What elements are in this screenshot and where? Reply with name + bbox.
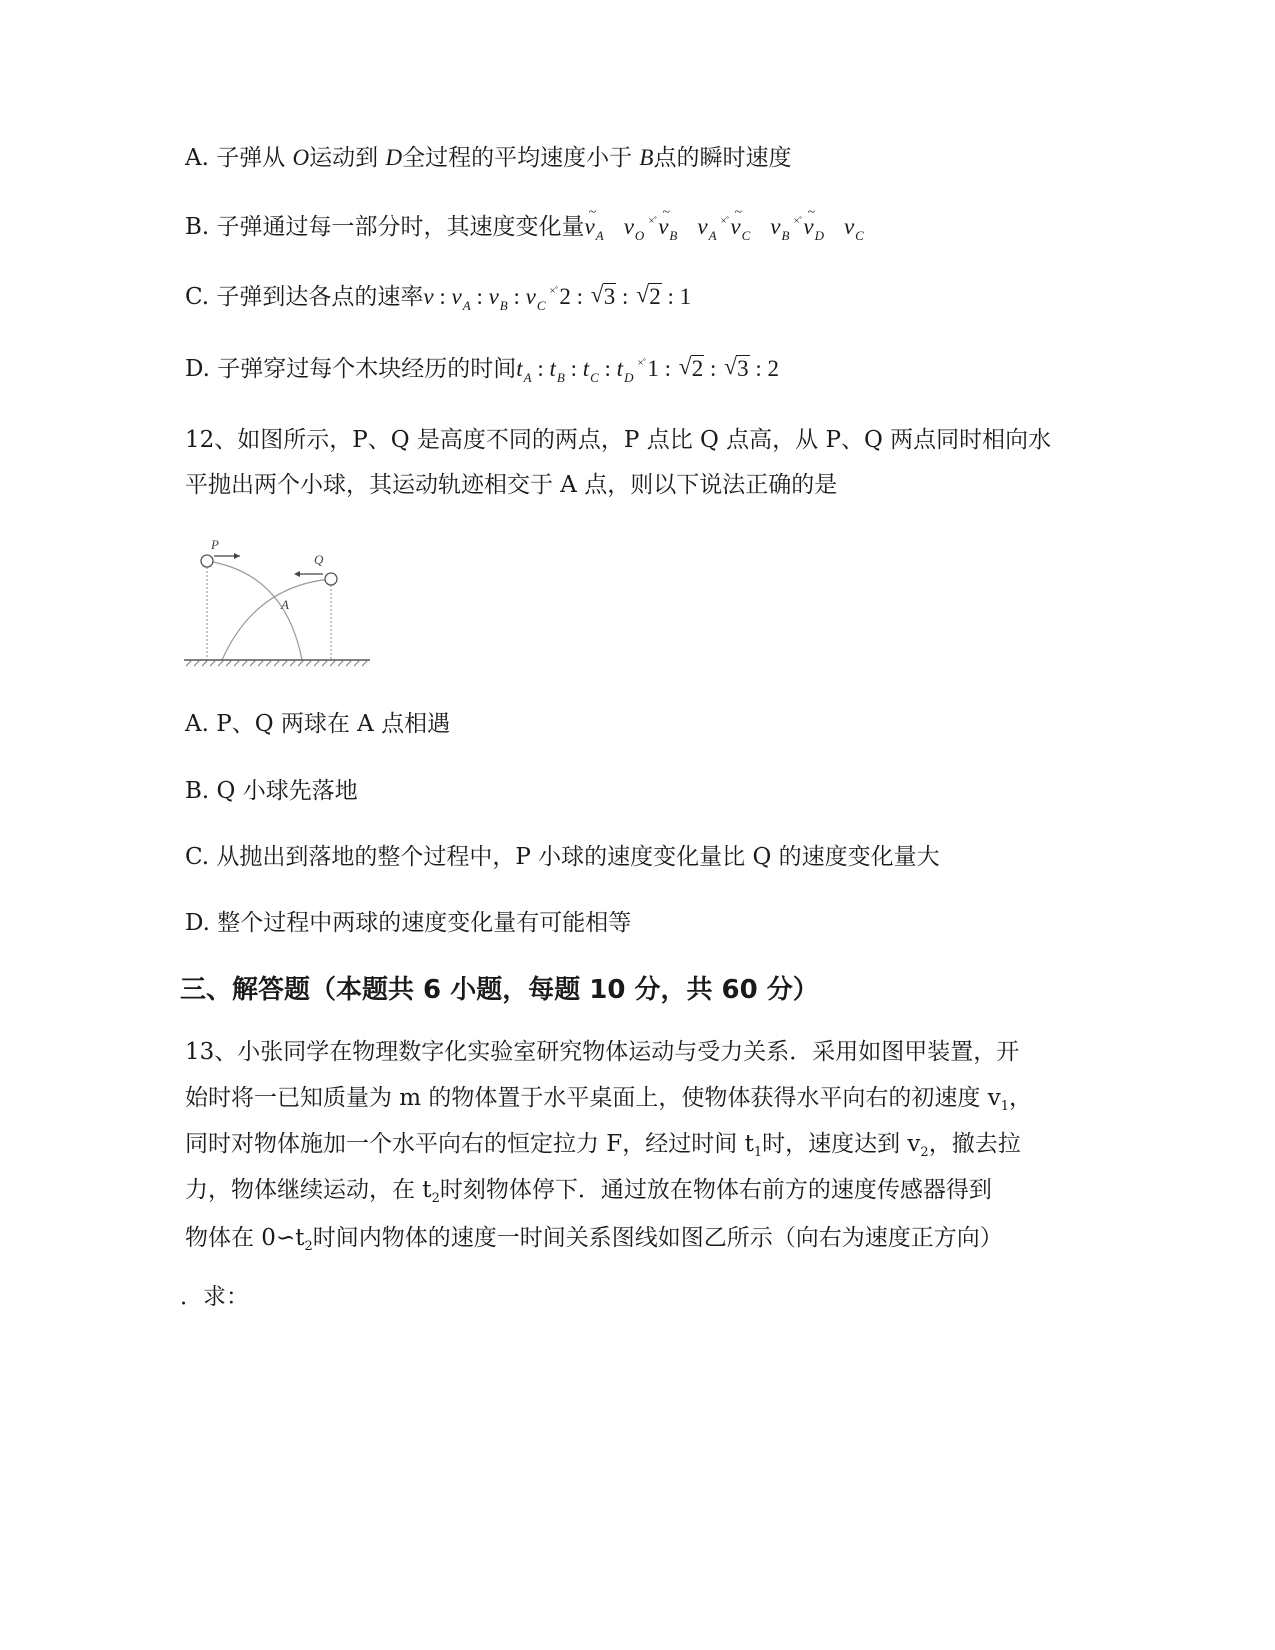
q11-option-b[interactable] [185,212,864,246]
q12-stem-line-1: 12、如图所示，P、Q 是高度不同的两点，P 点比 Q 点高，从 P、Q 两点同时相向水 [185,427,1052,453]
q-label: Q [314,552,324,567]
option-text: 点的瞬时速度 [653,145,792,171]
option-text: D. 子弹穿过每个木块经历的时间 [185,356,517,382]
ground-hatching [186,660,368,666]
q13-line-1: 13、小张同学在物理数字化实验室研究物体运动与受力关系．采用如图甲装置，开 [185,1039,1020,1065]
p-ball [201,555,213,567]
option-text: A. 子弹从 [185,145,293,171]
q13-line-5: 物体在 $0∽t_2$时间内物体的速度一时间关系图线如图乙所示（向右为速度正方向） [185,1225,1003,1254]
q-trajectory [222,579,331,660]
q13-line-2: 始时将一已知质量为 m 的物体置于水平桌面上，使物体获得水平向右的初速度 $v_1$， [185,1085,1033,1114]
option-text: 全过程的平均速度小于 [402,145,640,171]
q12-option-c[interactable]: C. 从抛出到落地的整个过程中，P 小球的速度变化量比 Q 的速度变化量大 [185,844,940,870]
section-heading: 三、解答题（本题共 6 小题，每题 10 分，共 60 分） [180,975,819,1005]
a-label: A [281,597,289,612]
time-ratio-formula: $t_A$ : $t_B$ : $t_C$ : $t_D^{\times˚}1$ : √ 2 : √ 3 : 2 [516,356,779,381]
p-label: P [211,538,219,552]
q12-option-a[interactable]: A. P、Q 两球在 A 点相遇 [185,711,451,737]
option-text: 运动到 [309,145,386,171]
q13-line-3: 同时对物体施加一个水平向右的恒定拉力 F，经过时间 $t_1$时，速度达到 $v_2$，撤去拉 [185,1131,1021,1160]
q11-option-d[interactable] [185,354,779,388]
point-o-label: O [292,145,310,170]
q12-stem-line-2: 平抛出两个小球，其运动轨迹相交于 A 点，则以下说法正确的是 [185,472,838,498]
point-d-label: D [385,145,403,170]
option-text: C. 子弹到达各点的速率 [185,284,424,310]
velocity-change-formula: v $\sim_A$ $v_O^{\times˚}v$ $\sim_B$ $v_A^{\times˚}v$ $\sim_C$ $v_B^{\times˚}v$ $\sim_D$ $v_C$ [585,214,864,239]
q12-option-d[interactable]: D. 整个过程中两球的速度变化量有可能相等 [185,910,632,936]
q11-option-c[interactable] [185,282,691,316]
speed-ratio-formula: v : $v_A$ : $v_B$ : $v_C^{\times˚}2$ : √ 3 : √ 2 : 1 [423,284,691,309]
q-ball [325,573,337,585]
point-b-label: B [639,145,654,170]
q13-line-4: 力，物体继续运动，在 $t_2$时刻物体停下．通过放在物体右前方的速度传感器得到 [185,1177,992,1206]
q11-option-a[interactable] [185,143,791,173]
projectile-figure [180,538,375,673]
option-text: B. 子弹通过每一部分时，其速度变化量 [185,214,585,240]
q13-line-6: ．求： [180,1284,249,1310]
q12-option-b[interactable]: B. Q 小球先落地 [185,778,358,804]
